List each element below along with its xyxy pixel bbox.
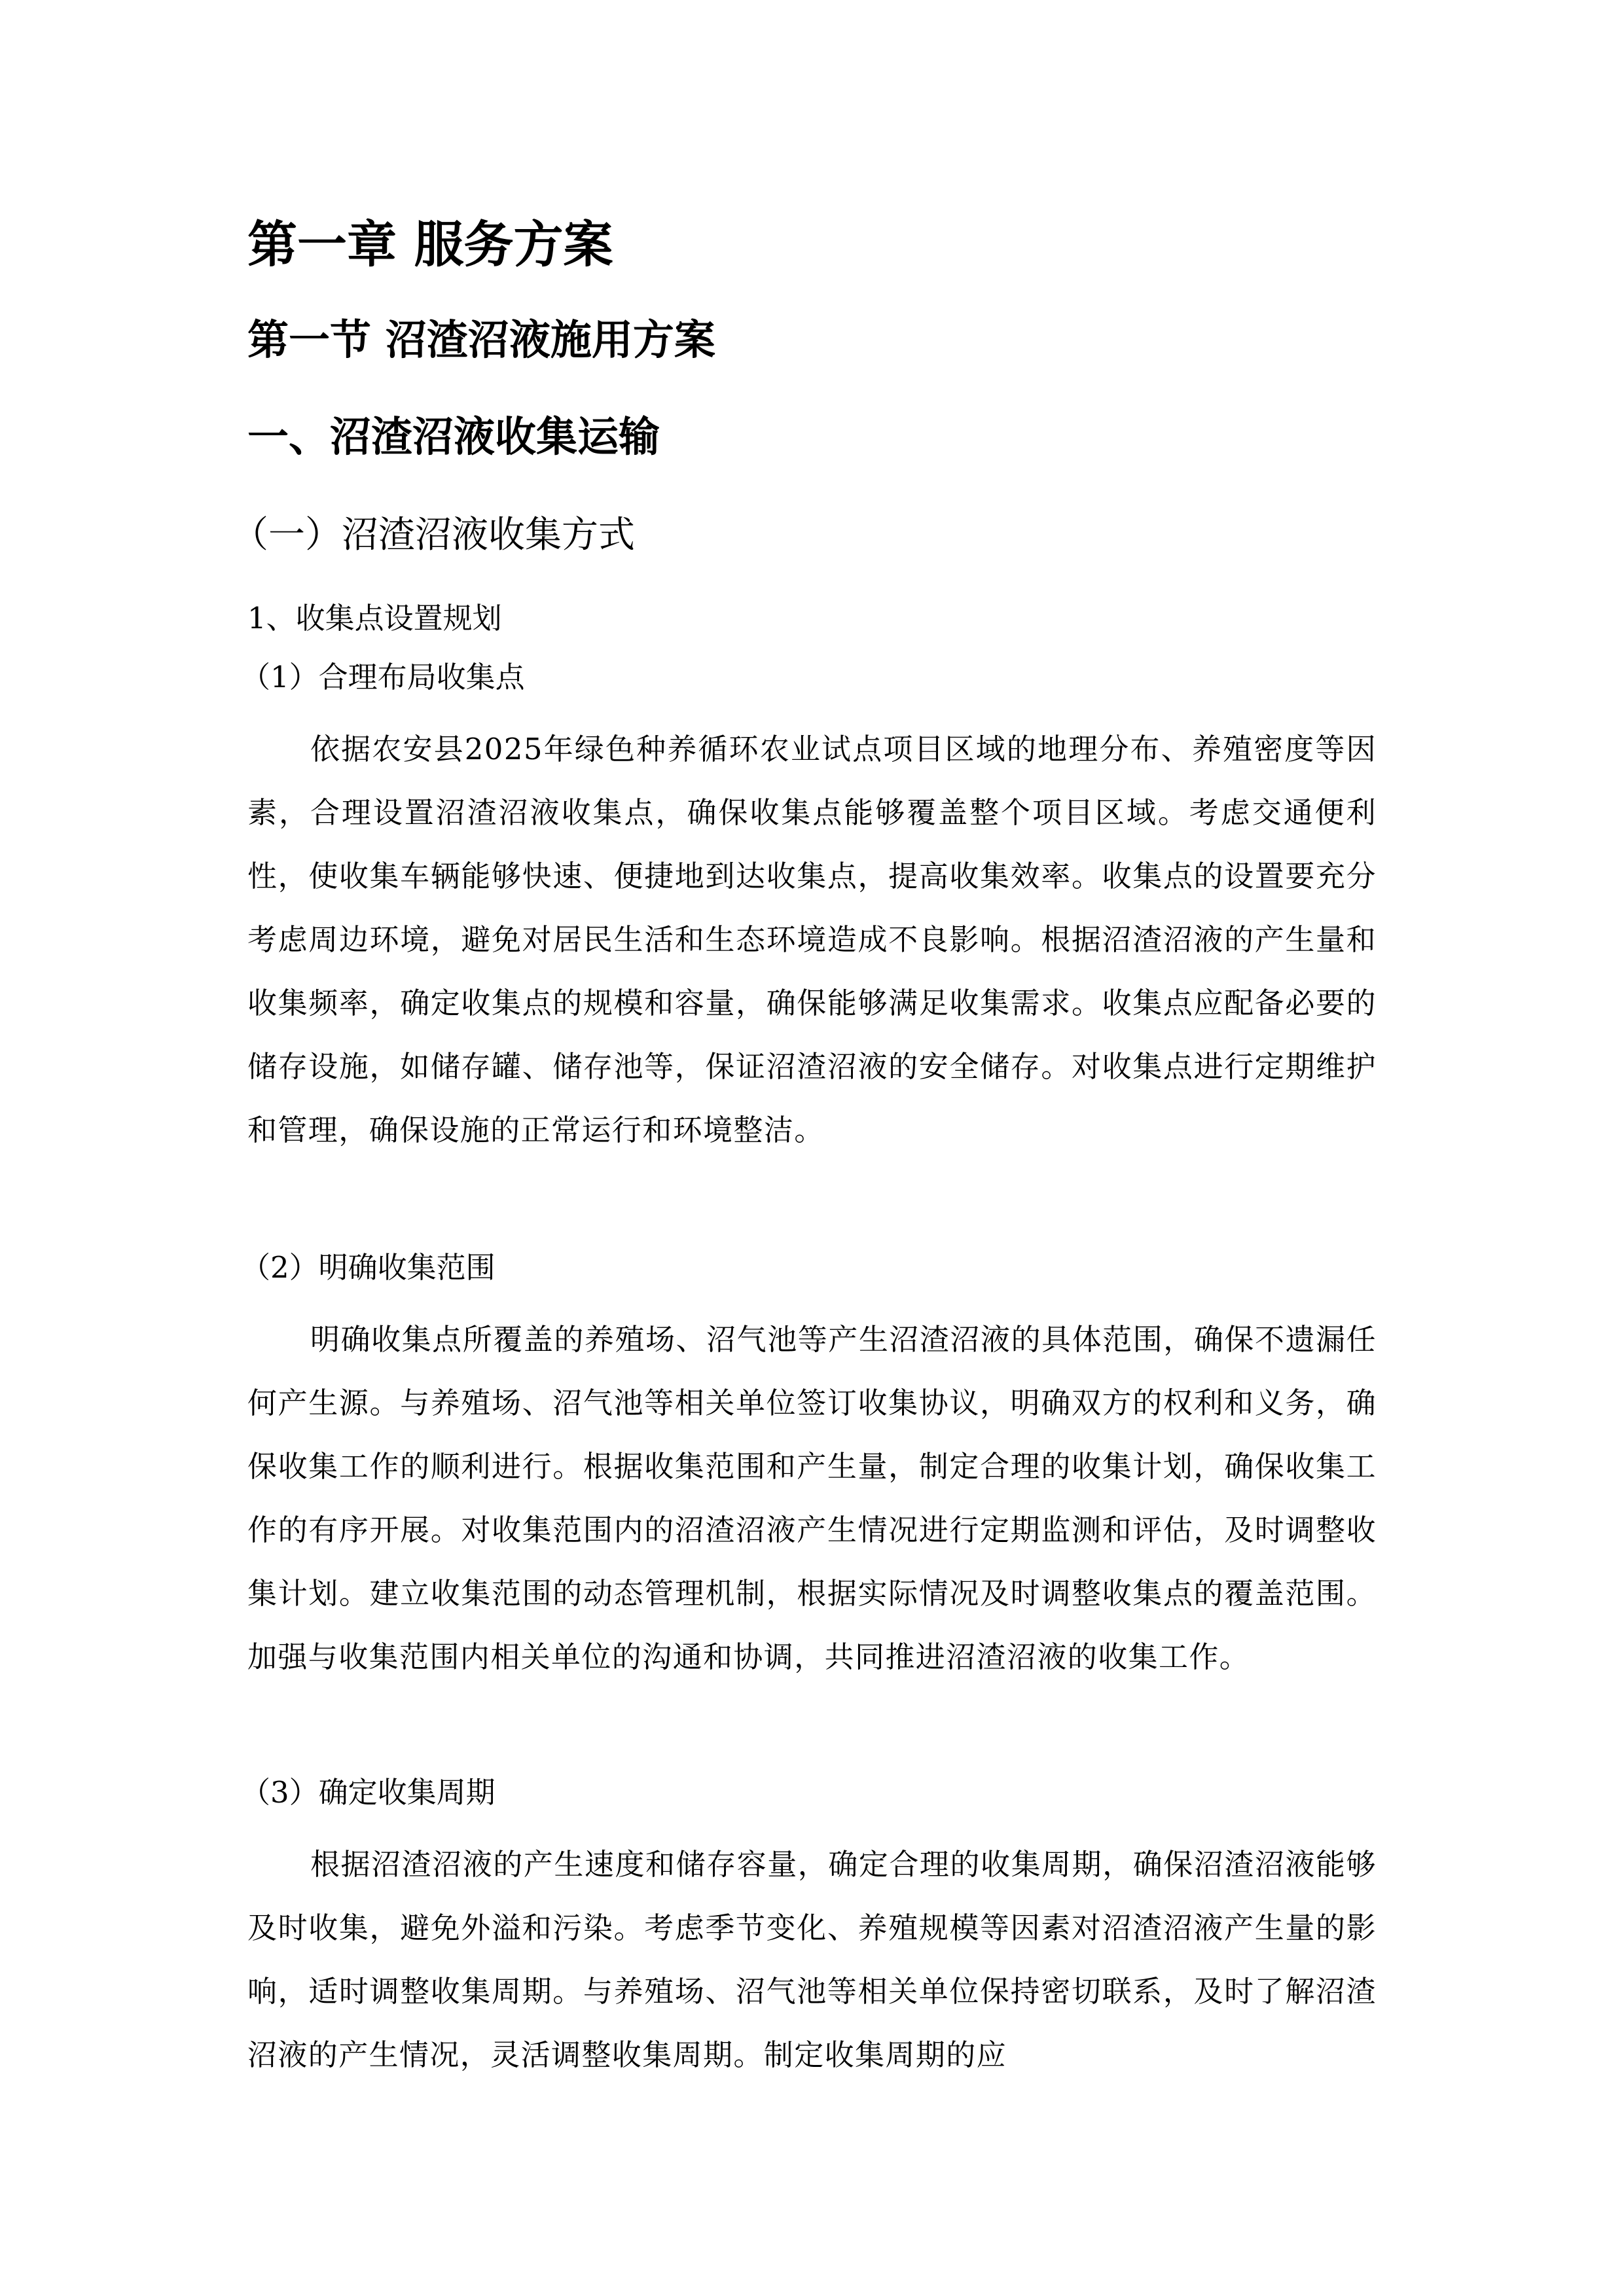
subsection-title-3: （3）确定收集周期 (241, 1775, 496, 1810)
paragraph-2: 明确收集点所覆盖的养殖场、沼气池等产生沼渣沼液的具体范围，确保不遗漏任何产生源。与养殖场、沼气池等相关单位签订收集协议，明确双方的权利和义务，确保收集工作的顺利进行。根据收集范围和产生量，制定合理的收集计划，确保收集工作的有序开展。对收集范围内的沼渣沼液产生情况进行定期监测和评估，及时调整收集计划。建立收集范围的动态管理机制，根据实际情况及时调整收集点的覆盖范围。加强与收集范围内相关单位的沟通和协调，共同推进沼渣沼液的收集工作。 (247, 1322, 1377, 1674)
item-title: 1、收集点设置规划 (247, 601, 502, 636)
subsection-title-2: （2）明确收集范围 (241, 1250, 496, 1285)
paragraph-3: 根据沼渣沼液的产生速度和储存容量，确定合理的收集周期，确保沼渣沼液能够及时收集，避免外溢和污染。考虑季节变化、养殖规模等因素对沼渣沼液产生量的影响，适时调整收集周期。与养殖场、沼气池等相关单位保持密切联系，及时了解沼渣沼液的产生情况，灵活调整收集周期。制定收集周期的应 (247, 1847, 1377, 2072)
subsection-title-1: （1）合理布局收集点 (241, 660, 525, 694)
part-title: 一、沼渣沼液收集运输 (247, 413, 660, 461)
chapter-title: 第一章 服务方案 (247, 215, 613, 274)
subpart-title: （一）沼渣沼液收集方式 (232, 514, 635, 556)
section-title: 第一节 沼渣沼液施用方案 (247, 316, 715, 364)
paragraph-1: 依据农安县2025年绿色种养循环农业试点项目区域的地理分布、养殖密度等因素，合理设置沼渣沼液收集点，确保收集点能够覆盖整个项目区域。考虑交通便利性，使收集车辆能够快速、便捷地到达收集点，提高收集效率。收集点的设置要充分考虑周边环境，避免对居民生活和生态环境造成不良影响。根据沼渣沼液的产生量和收集频率，确定收集点的规模和容量，确保能够满足收集需求。收集点应配备必要的储存设施，如储存罐、储存池等，保证沼渣沼液的安全储存。对收集点进行定期维护和管理，确保设施的正常运行和环境整洁。 (247, 732, 1377, 1147)
